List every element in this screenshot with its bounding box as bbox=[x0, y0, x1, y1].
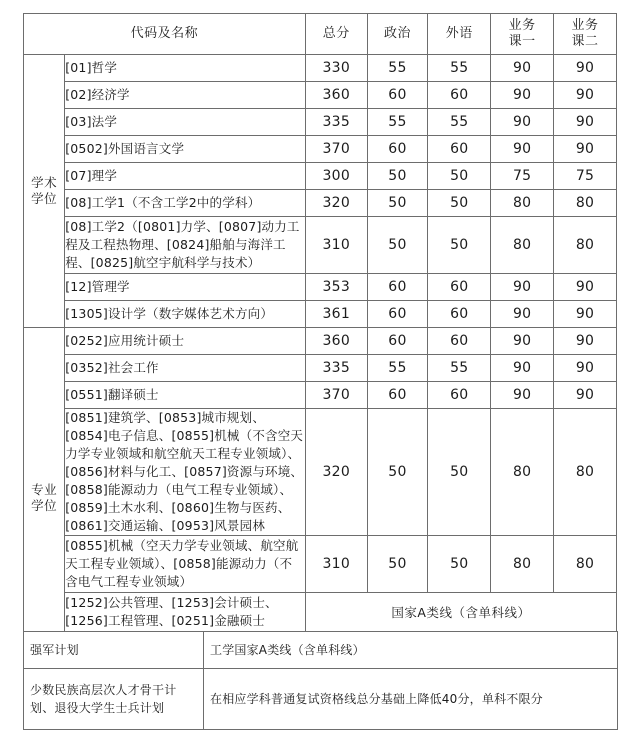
score-total: 310 bbox=[305, 536, 367, 593]
score-foreign: 60 bbox=[428, 301, 491, 328]
program-name: [0855]机械（空天力学专业领域、航空航天工程专业领域）、[0858]能源动力（不含电气工程专业领域） bbox=[65, 536, 306, 593]
score-subject-one: 90 bbox=[491, 136, 554, 163]
score-subject-two: 80 bbox=[554, 190, 617, 217]
header-subject-one-line2: 课一 bbox=[508, 34, 536, 49]
score-foreign: 60 bbox=[428, 328, 491, 355]
score-subject-one: 80 bbox=[491, 217, 554, 274]
score-foreign: 50 bbox=[428, 163, 491, 190]
header-subject-two bbox=[554, 14, 617, 55]
score-politics: 60 bbox=[367, 82, 428, 109]
table-row bbox=[24, 593, 617, 632]
program-name: [02]经济学 bbox=[65, 82, 306, 109]
score-total: 370 bbox=[305, 136, 367, 163]
score-total: 310 bbox=[305, 217, 367, 274]
table-row bbox=[24, 669, 618, 730]
score-politics: 60 bbox=[367, 382, 428, 409]
program-name: [01]哲学 bbox=[65, 55, 306, 82]
score-total: 361 bbox=[305, 301, 367, 328]
score-foreign: 60 bbox=[428, 382, 491, 409]
score-politics: 50 bbox=[367, 217, 428, 274]
score-total: 360 bbox=[305, 82, 367, 109]
table-row bbox=[24, 355, 617, 382]
program-name: [0851]建筑学、[0853]城市规划、[0854]电子信息、[0855]机械（不含空天力学专业领域和航空航天工程专业领域）、[0856]材料与化工、[0857]资源与环境、[0858]能源动力（电气工程专业领域）、[0859]土木水利、[0860]生物与医药、[0861]交通运输、[0953]风景园林 bbox=[65, 409, 306, 536]
score-subject-two: 90 bbox=[554, 136, 617, 163]
score-total: 330 bbox=[305, 55, 367, 82]
plan-body: 工学国家A类线（含单科线） bbox=[204, 632, 618, 669]
header-foreign-language: 外语 bbox=[428, 14, 491, 55]
score-total: 320 bbox=[305, 190, 367, 217]
program-name: [07]理学 bbox=[65, 163, 306, 190]
table-row bbox=[24, 632, 618, 669]
table-row bbox=[24, 274, 617, 301]
merged-note: 国家A类线（含单科线） bbox=[305, 593, 616, 632]
score-politics: 50 bbox=[367, 190, 428, 217]
score-subject-one: 75 bbox=[491, 163, 554, 190]
score-subject-one: 90 bbox=[491, 328, 554, 355]
score-subject-two: 90 bbox=[554, 55, 617, 82]
program-name: [08]工学1（不含工学2中的学科） bbox=[65, 190, 306, 217]
group-label-professional bbox=[24, 328, 65, 669]
table-row bbox=[24, 536, 617, 593]
score-total: 320 bbox=[305, 409, 367, 536]
score-subject-two: 80 bbox=[554, 217, 617, 274]
table-row bbox=[24, 55, 617, 82]
program-name: [1305]设计学（数字媒体艺术方向） bbox=[65, 301, 306, 328]
table-row bbox=[24, 190, 617, 217]
program-name: [03]法学 bbox=[65, 109, 306, 136]
score-subject-one: 90 bbox=[491, 274, 554, 301]
plan-label: 强军计划 bbox=[24, 632, 204, 669]
program-name: [0551]翻译硕士 bbox=[65, 382, 306, 409]
score-subject-two: 90 bbox=[554, 328, 617, 355]
score-foreign: 50 bbox=[428, 536, 491, 593]
score-foreign: 50 bbox=[428, 409, 491, 536]
score-politics: 60 bbox=[367, 328, 428, 355]
group-label-professional-line1: 专业 bbox=[31, 482, 58, 497]
score-subject-one: 80 bbox=[491, 536, 554, 593]
score-subject-one: 90 bbox=[491, 382, 554, 409]
score-foreign: 55 bbox=[428, 109, 491, 136]
score-politics: 50 bbox=[367, 536, 428, 593]
score-politics: 60 bbox=[367, 136, 428, 163]
score-subject-two: 90 bbox=[554, 301, 617, 328]
score-politics: 60 bbox=[367, 301, 428, 328]
program-name: [0502]外国语言文学 bbox=[65, 136, 306, 163]
table-row bbox=[24, 409, 617, 536]
score-subject-two: 90 bbox=[554, 355, 617, 382]
score-subject-two: 80 bbox=[554, 536, 617, 593]
plan-body: 在相应学科普通复试资格线总分基础上降低40分，单科不限分 bbox=[204, 669, 618, 730]
score-line-table bbox=[23, 13, 617, 669]
score-total: 335 bbox=[305, 109, 367, 136]
score-total: 360 bbox=[305, 328, 367, 355]
score-total: 370 bbox=[305, 382, 367, 409]
table-row bbox=[24, 82, 617, 109]
table-row bbox=[24, 301, 617, 328]
score-subject-two: 75 bbox=[554, 163, 617, 190]
table-row bbox=[24, 163, 617, 190]
header-subject-two-line1: 业务 bbox=[571, 18, 599, 33]
program-name: [08]工学2（[0801]力学、[0807]动力工程及工程热物理、[0824]船舶与海洋工程、[0825]航空宇航科学与技术） bbox=[65, 217, 306, 274]
score-foreign: 55 bbox=[428, 55, 491, 82]
special-plan-table bbox=[23, 631, 618, 730]
group-label-professional-line2: 学位 bbox=[31, 498, 58, 513]
score-politics: 50 bbox=[367, 409, 428, 536]
group-label-academic bbox=[24, 55, 65, 328]
score-foreign: 50 bbox=[428, 190, 491, 217]
score-foreign: 60 bbox=[428, 274, 491, 301]
score-subject-two: 90 bbox=[554, 382, 617, 409]
score-subject-two: 90 bbox=[554, 109, 617, 136]
header-code-name: 代码及名称 bbox=[24, 14, 306, 55]
score-subject-one: 80 bbox=[491, 190, 554, 217]
score-foreign: 60 bbox=[428, 136, 491, 163]
program-name: [1252]公共管理、[1253]会计硕士、[1256]工程管理、[0251]金融硕士 bbox=[65, 593, 306, 632]
score-subject-one: 90 bbox=[491, 55, 554, 82]
header-subject-one-line1: 业务 bbox=[508, 18, 536, 33]
group-label-academic-line2: 学位 bbox=[31, 191, 58, 206]
header-total: 总分 bbox=[305, 14, 367, 55]
score-politics: 60 bbox=[367, 274, 428, 301]
score-foreign: 55 bbox=[428, 355, 491, 382]
group-label-academic-line1: 学术 bbox=[31, 175, 58, 190]
header-politics: 政治 bbox=[367, 14, 428, 55]
score-subject-one: 80 bbox=[491, 409, 554, 536]
score-subject-one: 90 bbox=[491, 355, 554, 382]
program-name: [0352]社会工作 bbox=[65, 355, 306, 382]
table-row bbox=[24, 382, 617, 409]
score-subject-one: 90 bbox=[491, 109, 554, 136]
score-politics: 55 bbox=[367, 55, 428, 82]
score-subject-one: 90 bbox=[491, 301, 554, 328]
table-header-row bbox=[24, 14, 617, 55]
score-politics: 55 bbox=[367, 355, 428, 382]
table-row bbox=[24, 328, 617, 355]
table-row bbox=[24, 136, 617, 163]
program-name: [0252]应用统计硕士 bbox=[65, 328, 306, 355]
score-subject-two: 90 bbox=[554, 82, 617, 109]
plan-label: 少数民族高层次人才骨干计划、退役大学生士兵计划 bbox=[24, 669, 204, 730]
header-subject-two-line2: 课二 bbox=[571, 34, 599, 49]
table-row bbox=[24, 109, 617, 136]
score-foreign: 50 bbox=[428, 217, 491, 274]
score-politics: 55 bbox=[367, 109, 428, 136]
score-politics: 50 bbox=[367, 163, 428, 190]
score-foreign: 60 bbox=[428, 82, 491, 109]
score-subject-two: 80 bbox=[554, 409, 617, 536]
score-total: 353 bbox=[305, 274, 367, 301]
table-row bbox=[24, 217, 617, 274]
score-subject-two: 90 bbox=[554, 274, 617, 301]
score-total: 335 bbox=[305, 355, 367, 382]
score-subject-one: 90 bbox=[491, 82, 554, 109]
program-name: [12]管理学 bbox=[65, 274, 306, 301]
header-subject-one bbox=[491, 14, 554, 55]
score-total: 300 bbox=[305, 163, 367, 190]
